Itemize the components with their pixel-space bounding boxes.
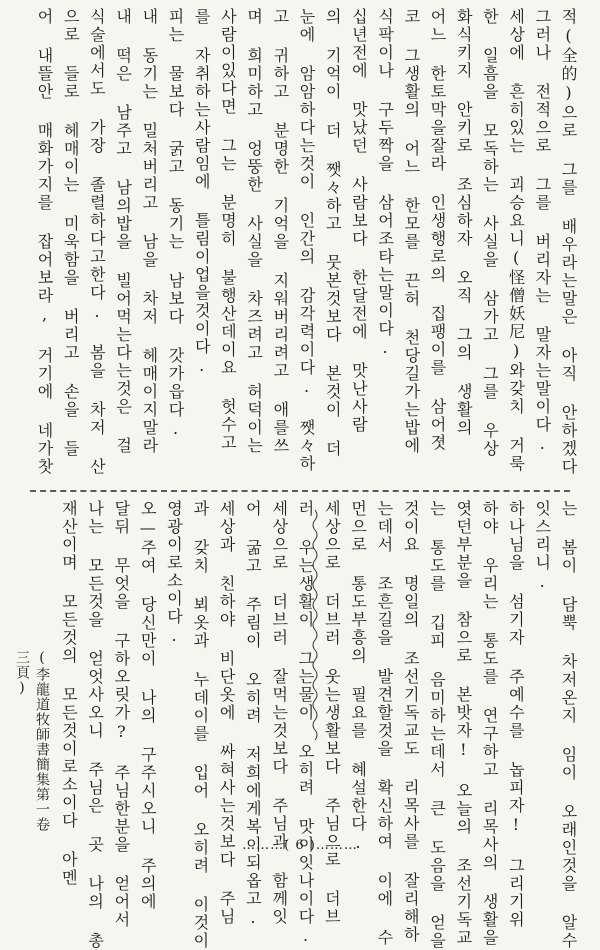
text-column: 는 통도를 깁피 음미하는데서 큰 도음을 얻을	[427, 500, 447, 950]
text-column: 한 일흠을 모독하는 사실을 삼가고 그를 우상	[480, 8, 500, 458]
text-column: 고 귀하고 분명한 기억을 지워버리려고 애를쓰	[270, 8, 290, 455]
text-column: 달뒤 무엇을 구하오릿가? 주님한분을 얻어서	[111, 500, 131, 929]
section-divider	[30, 490, 570, 492]
text-column: 으로 들로 헤매이는 미욱함을 버리고 손을 들	[61, 8, 81, 458]
text-column: 과 갖치 뵈옷과 누데이를 입어 오히려 이것이	[190, 500, 210, 950]
text-column: 러 우는생활이 그는물이 오히려 맛이잇나이다.	[296, 500, 315, 947]
text-column: 하나님을 섬기자 주예수를 놉피자! 그리기위	[506, 500, 526, 929]
text-column: 적(全的)으로 그를 배우라는말은 아직 안하겠다	[559, 8, 578, 476]
text-column: 오—주여 당신만이 나의 구주시오니 주의에	[138, 500, 158, 911]
text-column: 를 자취하는사람임에 틀림이업을것이다.	[192, 8, 212, 377]
text-column: 내 떡은 남주고 남의밥을 빌어먹는다는것은 걸	[113, 8, 133, 455]
text-column: 십년전에 맛났던 사람보다 한달전에 맛난사람	[349, 8, 369, 434]
text-column: 식술에서도 가장 졸렬하다고한다. 봄을 차저 산	[87, 8, 107, 476]
text-column: 세상과 친하야 비단옷에 싸혀사는것보다 주님	[217, 500, 237, 926]
page-number: ………( 6 )………	[242, 838, 358, 853]
text-column: 눈에 암암하다는것이 인간의 감각력이다. 쨋々하	[297, 8, 316, 473]
text-column: 는데서 조흔길을 발견할것을 확신하여 이에 수	[374, 500, 394, 947]
text-column: 화식키지 안키로 조심하자 오직 그의 생활의	[454, 8, 474, 437]
text-column: 는 봄이 담뿍 차저온지 임이 오래인것을 알수	[559, 500, 578, 950]
text-column: 어느 한토막을잘라 인생행로의 집팽이를 삼어졋	[428, 8, 447, 452]
text-column: 코 그생활의 어느 한모를 끈허 천당길가는밥에	[401, 8, 421, 455]
text-column: 피는 물보다 굵고 동기는 남보다 갓가읍다.	[166, 8, 185, 440]
text-column: 사람이있다면 그는 분명히 불행산데이요 헛수고	[218, 8, 238, 452]
text-column: 의 기억이 더 쨋々하고 뭇본것보다 본것이 더	[323, 8, 343, 458]
text-column: 하야 우리는 통도를 연구하고 리목사의 생활을	[480, 500, 500, 947]
text-column: 영광이로소이다.	[164, 500, 184, 647]
text-column: 엿던부분을 참으로 본밧자! 오늘의 조선기독교	[453, 500, 473, 947]
text-column: 어 내뜰안 매화가지를 잡어보라, 거기에 네가찻	[35, 8, 54, 476]
text-column: 며 희미하고 엉뚱한 사실을 차즈려고 허덕이는	[244, 8, 264, 455]
text-column: 먼으로 통도부흥의 필요를 혜설한다.	[348, 500, 368, 854]
text-column: 세상으로 더브러 웃는생활보다 주님으로 더브	[322, 500, 342, 926]
text-column: 세상에 흔히있는 괴승요니(怪僧妖尼)와갖치 거룩	[506, 8, 526, 473]
text-column: 어 굶고 주림이 오히려 저희에게복이되옵고.	[243, 500, 263, 929]
source-reference: (李龍道牧師書簡集第一卷三頁)	[14, 650, 50, 832]
emphasis-wavy-line	[310, 510, 320, 740]
text-column: 세상으로 더브러 잘먹는것보다 주님과 함께잇	[269, 500, 289, 926]
text-column: 잇스리니.	[532, 500, 552, 593]
text-column: 내 동기는 밀처버리고 남을 차저 헤매이지말라	[139, 8, 159, 455]
text-column: 나는 모든것을 얻엇사오니 주님은 곳 나의 총	[85, 500, 105, 950]
text-column: 것이요 명일의 조선기독교도 리목사를 잘리해하	[401, 500, 421, 944]
text-column: 식팍이나 구두짝을 삼어조타는말이다.	[375, 8, 395, 359]
text-column: 그러나 전적으로 그를 버리자는 말자는말이다.	[532, 8, 552, 455]
text-column: 재산이며 모든것의 모든것이로소이다 아멘	[59, 500, 79, 887]
